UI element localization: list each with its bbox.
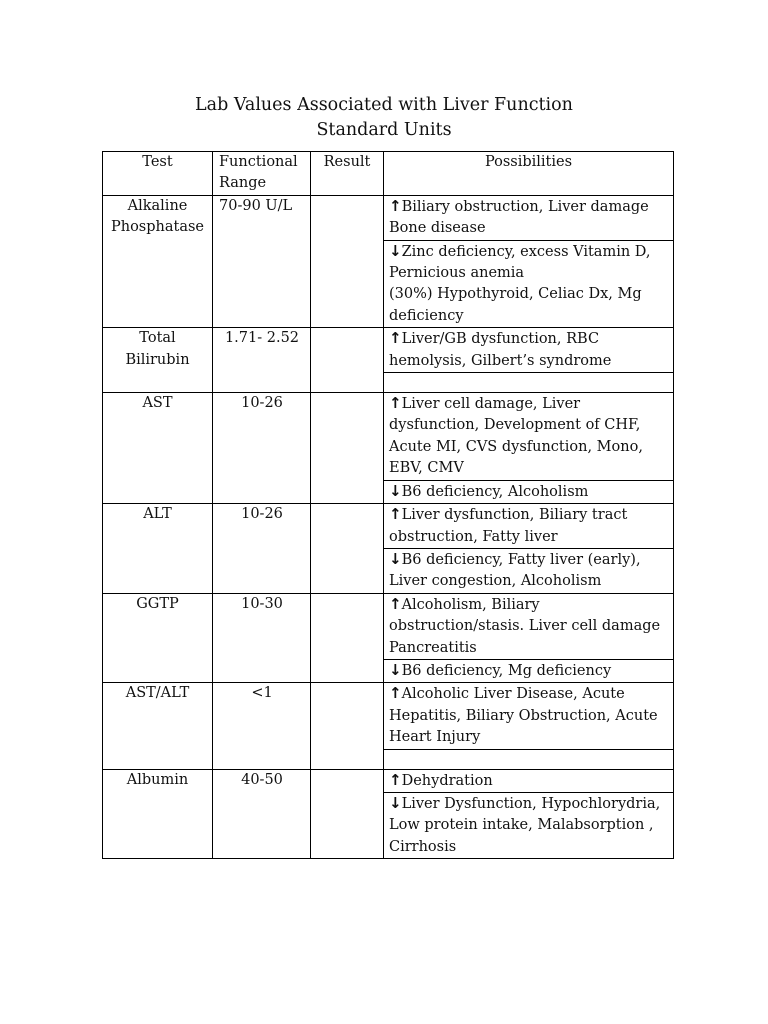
table-row (103, 769, 674, 792)
functional-range: 70-90 U/L (213, 195, 311, 327)
low-causes-text: Zinc deficiency, excess Vitamin D, Pernicious anemia (30%) Hypothyroid, Celiac Dx, Mg deficiency (389, 243, 651, 324)
possibilities-low (384, 792, 674, 858)
high-causes-text: Biliary obstruction, Liver damage Bone disease (389, 198, 649, 237)
result-cell[interactable] (311, 683, 384, 769)
arrow-up-icon: ↑ (389, 394, 402, 413)
possibilities-low (384, 548, 674, 593)
test-name: Alkaline Phosphatase (103, 195, 213, 327)
possibilities-low (384, 480, 674, 503)
low-causes-text: B6 deficiency, Alcoholism (401, 483, 589, 500)
result-cell[interactable] (311, 593, 384, 683)
high-causes-text: Liver dysfunction, Biliary tract obstruction, Fatty liver (389, 507, 632, 545)
functional-range: 10-26 (213, 504, 311, 594)
table-row (103, 683, 674, 749)
low-causes-text: B6 deficiency, Fatty liver (early), Liver congestion, Alcoholism (389, 551, 646, 590)
possibilities-low (384, 373, 674, 393)
test-name: Albumin (103, 769, 213, 859)
low-causes-text: B6 deficiency, Mg deficiency (401, 662, 612, 679)
result-cell[interactable] (311, 393, 384, 504)
high-causes-text: Liver/GB dysfunction, RBC hemolysis, Gilbert’s syndrome (389, 331, 612, 369)
functional-range: <1 (213, 683, 311, 769)
arrow-up-icon: ↑ (389, 684, 402, 703)
result-cell[interactable] (311, 195, 384, 327)
header-test: Test (103, 152, 213, 196)
possibilities-high (384, 769, 674, 792)
table-row (103, 195, 674, 240)
table-row (103, 393, 674, 481)
possibilities-high (384, 195, 674, 240)
table-header-row (103, 152, 674, 196)
table-row (103, 328, 674, 373)
arrow-up-icon: ↑ (389, 329, 402, 348)
result-cell[interactable] (311, 769, 384, 859)
test-name: ALT (103, 504, 213, 594)
page-subtitle: Standard Units (316, 120, 452, 140)
arrow-down-icon: ↓ (389, 549, 402, 568)
high-causes-text: Alcoholism, Biliary obstruction/stasis. Liver cell damage Pancreatitis (389, 596, 665, 656)
functional-range: 40-50 (213, 769, 311, 859)
arrow-up-icon: ↑ (389, 505, 402, 524)
test-name: Total Bilirubin (103, 328, 213, 393)
table-row (103, 504, 674, 549)
arrow-up-icon: ↑ (389, 770, 402, 789)
table-row (103, 593, 674, 659)
table-body (103, 195, 674, 858)
page-title: Lab Values Associated with Liver Function (195, 95, 573, 115)
header-result: Result (311, 152, 384, 196)
high-causes-text: Liver cell damage, Liver dysfunction, Development of CHF, Acute MI, CVS dysfunction, Mono, EBV, CMV (389, 396, 648, 477)
possibilities-high (384, 504, 674, 549)
header-range: Functional Range (213, 152, 311, 196)
test-name: GGTP (103, 593, 213, 683)
possibilities-low (384, 240, 674, 328)
header-possibilities: Possibilities (384, 152, 674, 196)
possibilities-high (384, 393, 674, 481)
arrow-up-icon: ↑ (389, 594, 402, 613)
arrow-down-icon: ↓ (389, 481, 402, 500)
possibilities-low (384, 749, 674, 769)
result-cell[interactable] (311, 328, 384, 393)
functional-range: 10-26 (213, 393, 311, 504)
high-causes-text: Dehydration (401, 772, 493, 789)
test-name: AST/ALT (103, 683, 213, 769)
functional-range: 10-30 (213, 593, 311, 683)
possibilities-high (384, 593, 674, 659)
arrow-down-icon: ↓ (389, 241, 402, 260)
possibilities-high (384, 683, 674, 749)
test-name: AST (103, 393, 213, 504)
arrow-up-icon: ↑ (389, 196, 402, 215)
result-cell[interactable] (311, 504, 384, 594)
possibilities-low (384, 659, 674, 682)
low-causes-text: Liver Dysfunction, Hypochlorydria, Low protein intake, Malabsorption , Cirrhosis (389, 795, 665, 855)
possibilities-high (384, 328, 674, 373)
high-causes-text: Alcoholic Liver Disease, Acute Hepatitis, Biliary Obstruction, Acute Heart Injury (389, 686, 663, 746)
liver-lab-table (102, 151, 674, 859)
arrow-down-icon: ↓ (389, 660, 402, 679)
functional-range: 1.71- 2.52 (213, 328, 311, 393)
arrow-down-icon: ↓ (389, 793, 402, 812)
